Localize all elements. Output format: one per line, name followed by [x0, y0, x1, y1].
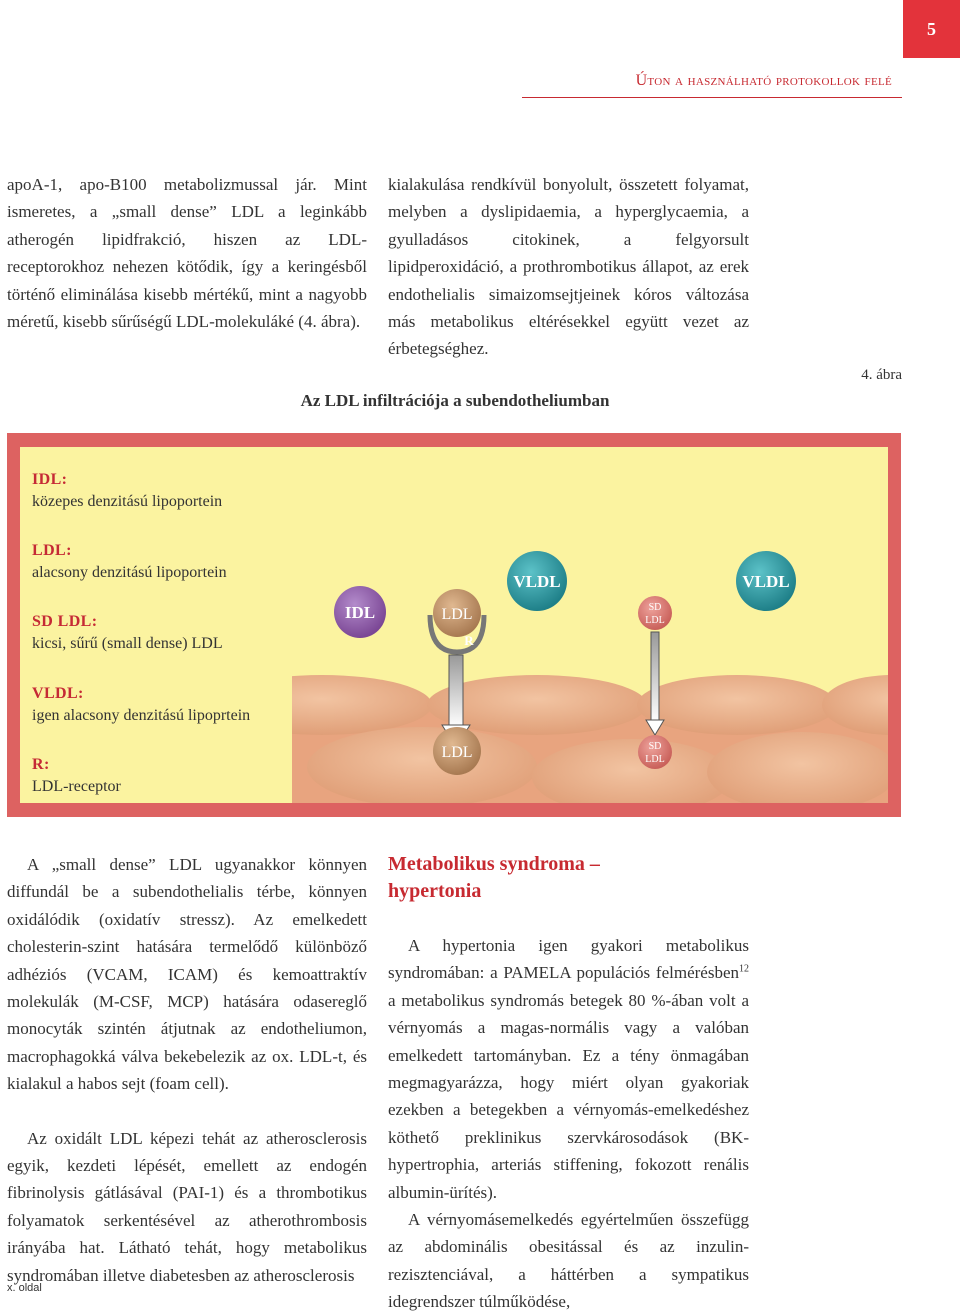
- legend-item-ldl: [32, 542, 227, 582]
- legend-description: kicsi, sűrű (small dense) LDL: [32, 635, 223, 652]
- legend-description: alacsony denzitású lipoportein: [32, 564, 227, 581]
- bottom-left-paragraph-2: Az oxidált LDL képezi tehát az atherosclerosis egyik, kezdeti lépését, emellett az endogén fibrinolysis gátlásával (PAI-1) és a thrombotikus folyamatok serkentésével az atherothrombosis irányába hat. Látható tehát, hogy metabolikus syndromában illetve diabetesben az atherosclerosis: [7, 1128, 367, 1285]
- bottom-right-paragraph-1: [388, 932, 749, 1206]
- running-header: Úton a használható protokollok felé: [635, 72, 892, 89]
- legend-term: VLDL:: [32, 685, 84, 702]
- reference-superscript: 12: [739, 963, 749, 975]
- bottom-left-paragraph-1: A „small dense” LDL ugyanakkor könnyen diffundál be a subendothelialis térbe, könnyen oxidálódik (oxidatív stressz). Az emelkedett cholesterin-szint hatására termelődő különböző adhéziós (VCAM, ICAM) és kemoattraktív molekulák (M-CSF, MCP) hatására odasereglő monocyták szintén átjutnak az endotheliumon, macrophagokká válva bekebelezik az ox. LDL-t, és kialakul a habos sejt (foam cell).: [7, 855, 367, 1094]
- receptor-label: R: [464, 633, 474, 648]
- bottom-left-column: [7, 851, 367, 1289]
- bottom-right-paragraph-2: A vérnyomásemelkedés egyértelműen összefügg az abdominális obesitással és az inzulin-rezisztenciával, a háttérben a sympatikus idegrendszer túlműködése,: [388, 1210, 749, 1312]
- page-number: 5: [903, 0, 960, 58]
- section-heading-line-1: Metabolikus syndroma –: [388, 853, 600, 875]
- paragraph-text: A hypertonia igen gyakori metabolikus syndromában: a PAMELA populációs felmérésben: [388, 936, 749, 983]
- legend-description: igen alacsony denzitású lipoprtein: [32, 707, 251, 724]
- legend-term: IDL:: [32, 471, 68, 488]
- legend-item-sd-ldl: [32, 613, 223, 653]
- particle-vldl-2: [736, 551, 796, 611]
- subendothelium-diagram: [292, 447, 888, 803]
- ldl-label: LDL: [645, 615, 665, 626]
- top-left-paragraph: apoA-1, apo-B100 metabolizmussal jár. Mint ismeretes, a „small dense” LDL a leginkább atherogén lipidfrakció, hiszen az LDL-receptorokhoz nehezen kötődik, így a keringésből történő eliminálása kisebb mértékű, mint a nagyobb méretű, kisebb sűrűségű LDL-molekuláké (4. ábra).: [7, 175, 367, 332]
- top-right-column: [388, 171, 749, 363]
- legend-item-vldl: [32, 685, 250, 725]
- paragraph-text: a metabolikus syndromás betegek 80 %-ában volt a vérnyomás a magas-normális vagy a valóban emelkedett tartományban. Ez a tény önmagában megmagyarázza, hogy miért olyan gyakoriak ezekben a betegekben a vérnyomás-emelkedéshez köthető preklinikus szervkárosodások (BK-hypertrophia, arteriás stiffening, fokozott renális albumin-ürítés).: [388, 990, 749, 1202]
- sd-label: SD: [648, 602, 662, 613]
- figure-number: 4. ábra: [861, 367, 902, 383]
- vldl-label: VLDL: [513, 572, 561, 591]
- endothelial-cell: [637, 675, 837, 735]
- ldl-label: LDL: [441, 606, 473, 623]
- legend-term: LDL:: [32, 542, 72, 559]
- footer-page-ref: x. oldal: [7, 1282, 42, 1294]
- particle-idl: [334, 586, 386, 638]
- particle-vldl-1: [507, 551, 567, 611]
- sd-label: SD: [648, 741, 662, 752]
- particle-sd-ldl-top: [638, 596, 672, 630]
- figure-ldl-infiltration: [7, 433, 901, 817]
- section-heading-line-2: hypertonia: [388, 880, 482, 902]
- legend-term: SD LDL:: [32, 613, 98, 630]
- bottom-right-column: [388, 851, 749, 1316]
- legend-term: R:: [32, 756, 50, 773]
- figure-title: Az LDL infiltrációja a subendotheliumban: [300, 391, 610, 410]
- ldl-label: LDL: [441, 744, 473, 761]
- legend-description: közepes denzitású lipoportein: [32, 493, 223, 510]
- idl-label: IDL: [344, 603, 376, 622]
- legend-description: LDL-receptor: [32, 778, 121, 795]
- legend-item-receptor: [32, 756, 121, 796]
- top-right-paragraph: kialakulása rendkívül bonyolult, összetett folyamat, melyben a dyslipidaemia, a hyperglycaemia, a gyulladásos citokinek, a felgyorsult lipidperoxidáció, a prothrombotikus állapot, az erek endothelialis simaizomsejtjeinek kóros változása más metabolikus eltérésekkel együtt vezet az érbetegséghez.: [388, 175, 749, 359]
- legend-item-idl: [32, 471, 222, 511]
- particle-sd-ldl-subendothelial: [638, 735, 672, 769]
- figure-legend: [20, 447, 292, 803]
- header-rule: [522, 97, 902, 98]
- section-heading: [388, 851, 749, 905]
- ldl-label: LDL: [645, 754, 665, 765]
- top-left-column: [7, 171, 367, 335]
- vldl-label: VLDL: [742, 572, 790, 591]
- particle-ldl-subendothelial: [433, 727, 481, 775]
